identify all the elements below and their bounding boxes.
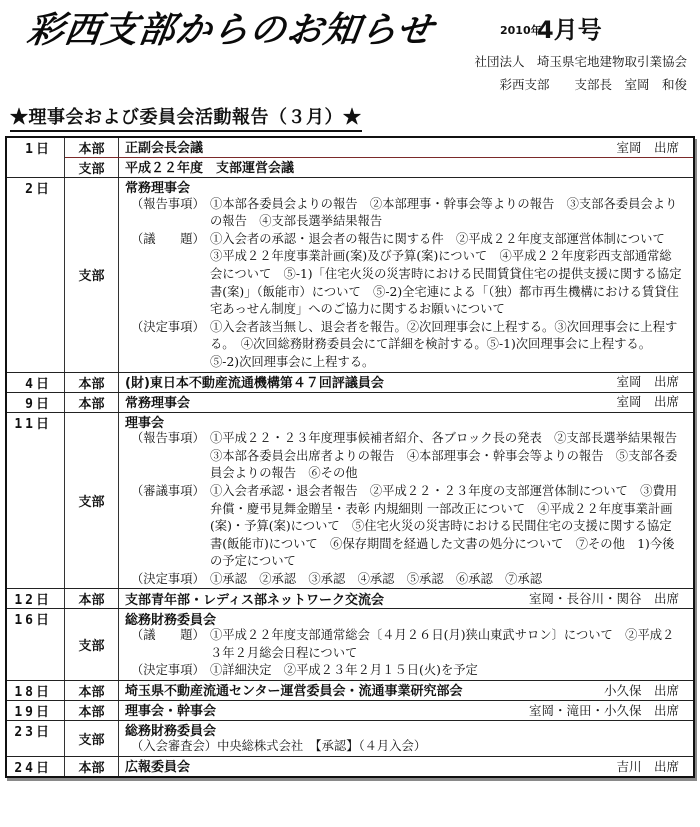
day-cell: 2日 — [7, 178, 65, 372]
table-row — [7, 392, 693, 412]
detail-label: （議 題） — [131, 231, 205, 246]
detail-label: （議 題） — [131, 628, 205, 643]
attendance: 小久保 出席 — [603, 682, 679, 698]
event-title: 広報委員会 — [125, 760, 191, 776]
detail-item — [119, 483, 693, 571]
table-row — [7, 608, 693, 679]
newsletter-title: 彩西支部からのお知らせ — [24, 10, 437, 51]
table-row — [7, 720, 693, 756]
detail-label: （審議事項） — [131, 483, 205, 498]
event-title: 平成２２年度 支部運営会議 — [125, 161, 295, 177]
entry — [65, 609, 693, 679]
issue-number: 4月号 — [537, 16, 602, 44]
issue-year: 2010年 — [500, 24, 542, 37]
detail-item — [119, 738, 693, 756]
location-cell: 本部 — [65, 393, 119, 412]
detail-text: ①本部各委員会よりの報告 ②本部理事・幹事会等よりの報告 ③支部各委員会よりの報告 ④支部長選挙結果報告 — [210, 196, 678, 229]
detail-label: （決定事項） — [131, 663, 205, 678]
detail-text: ①承認 ②承認 ③承認 ④承認 ⑤承認 ⑥承認 ⑦承認 — [210, 571, 543, 586]
attendance: 吉川 出席 — [616, 758, 679, 774]
entry — [65, 681, 693, 700]
table-row — [7, 138, 693, 177]
day-cell: 19日 — [7, 701, 65, 720]
detail-item — [119, 571, 693, 589]
day-cell: 16日 — [7, 609, 65, 679]
detail-label: （報告事項） — [131, 431, 205, 446]
entry — [65, 701, 693, 720]
detail-label: （報告事項） — [131, 196, 205, 211]
detail-text: ①入会者の承認・退会者の報告に関する件 ②平成２２年度支部運営体制について ③平成２２年度事業計画(案)及び予算(案)について ④平成２２年度彩西支部通常総会について ⑤-1)「住宅火災の災害時における民間賃貸住宅の提供支援に関する協定書(案)」（飯能市）について ⑤-2)全宅連による「（独）都市再生機構における賃貸住宅あっせん制度」へのご協力に関するお願いについて — [210, 231, 682, 317]
detail-text: ①詳細決定 ②平成２３年２月１５日(火)を予定 — [210, 663, 478, 678]
table-row — [7, 177, 693, 372]
event-title: 常務理事会 — [125, 181, 191, 197]
event-title: 総務財務委員会 — [125, 612, 217, 628]
detail-item — [119, 662, 693, 680]
detail-item — [119, 196, 693, 231]
detail-label: （決定事項） — [131, 571, 205, 586]
attendance: 室岡・長谷川・関谷 出席 — [528, 591, 679, 607]
location-cell: 支部 — [65, 609, 119, 679]
day-cell: 1日 — [7, 138, 65, 177]
event-title: (財)東日本不動産流通機構第４７回評議員会 — [125, 375, 384, 391]
entry — [65, 373, 693, 392]
detail-text: ①平成２２年度支部通常総会〔４月２６日(月)狭山東武サロン〕について ②平成２３年２月総会日程について — [210, 628, 675, 660]
detail-item — [119, 430, 693, 483]
day-cell: 24日 — [7, 757, 65, 776]
table-row — [7, 756, 693, 776]
attendance: 室岡 出席 — [616, 374, 679, 390]
event-title: 常務理事会 — [125, 395, 191, 411]
event-title: 正副会長会議 — [125, 141, 204, 157]
entry — [65, 178, 693, 372]
entry — [65, 413, 693, 589]
day-cell: 23日 — [7, 721, 65, 756]
detail-text: ①平成２２・２３年度理事候補者紹介、各ブロック長の発表 ②支部長選挙結果報告 ③本部各委員会出席者よりの報告 ④本部理事会・幹事会等よりの報告 ⑤支部各委員会よりの報告 ⑥その他 — [210, 431, 690, 481]
location-cell: 本部 — [65, 701, 119, 720]
activity-report-table — [5, 136, 695, 778]
entry — [65, 157, 693, 177]
table-row — [7, 700, 693, 720]
entry — [65, 721, 693, 756]
attendance: 室岡 出席 — [616, 139, 679, 155]
location-cell: 本部 — [65, 589, 119, 608]
entry — [65, 757, 693, 776]
location-cell: 本部 — [65, 681, 119, 700]
day-cell: 9日 — [7, 393, 65, 412]
detail-label: （決定事項） — [131, 319, 205, 334]
attendance: 室岡 出席 — [616, 394, 679, 410]
day-cell: 4日 — [7, 373, 65, 392]
location-cell: 本部 — [65, 373, 119, 392]
detail-text: ①入会者該当無し、退会者を報告。②次回理事会に上程する。③次回理事会に上程する。 ④次回総務財務委員会にて詳細を検討する。⑤-1)次回理事会に上程する。 ⑤-2)次回理事会に上程する。 — [210, 319, 678, 369]
location-cell: 支部 — [65, 158, 119, 177]
masthead — [0, 0, 700, 100]
organization-name: 社団法人 埼玉県宅地建物取引業協会 — [474, 54, 687, 69]
day-cell: 18日 — [7, 681, 65, 700]
event-title: 支部青年部・レディス部ネットワーク交流会 — [125, 592, 384, 608]
detail-item — [119, 319, 693, 372]
location-cell: 本部 — [65, 757, 119, 776]
detail-item — [119, 627, 693, 662]
entry — [65, 138, 693, 157]
day-cell: 12日 — [7, 589, 65, 608]
table-row — [7, 372, 693, 392]
detail-text: （入会審査会）中央総株式会社 【承認】（４月入会） — [131, 739, 427, 754]
detail-text: ①入会者承認・退会者報告 ②平成２２・２３年度の支部運営体制について ③費用弁償・慶弔見舞金贈呈・表彰 内規細則 一部改正について ④平成２２年度事業計画(案)・予算(案)について ⑤住宅火災の災害時における民間住宅の支援に関する協定書(飯能市)について ⑥保存期間を経過した文書の処分について ⑦その他 1)今後の予定について — [210, 483, 678, 569]
event-title: 総務財務委員会 — [125, 724, 217, 740]
day-cell: 11日 — [7, 413, 65, 589]
event-title: 理事会 — [125, 415, 165, 431]
detail-item — [119, 231, 693, 319]
section-heading: ★理事会および委員会活動報告（３月）★ — [10, 103, 362, 132]
table-row — [7, 412, 693, 589]
entry — [65, 589, 693, 608]
event-title: 理事会・幹事会 — [125, 704, 217, 720]
attendance: 室岡・滝田・小久保 出席 — [528, 702, 679, 718]
location-cell: 本部 — [65, 138, 119, 157]
table-row — [7, 588, 693, 608]
location-cell: 支部 — [65, 721, 119, 756]
location-cell: 支部 — [65, 178, 119, 372]
table-row — [7, 680, 693, 700]
location-cell: 支部 — [65, 413, 119, 589]
branch-chief: 彩西支部 支部長 室岡 和俊 — [499, 77, 687, 92]
entry — [65, 393, 693, 412]
event-title: 埼玉県不動産流通センター運営委員会・流通事業研究部会 — [125, 684, 463, 700]
